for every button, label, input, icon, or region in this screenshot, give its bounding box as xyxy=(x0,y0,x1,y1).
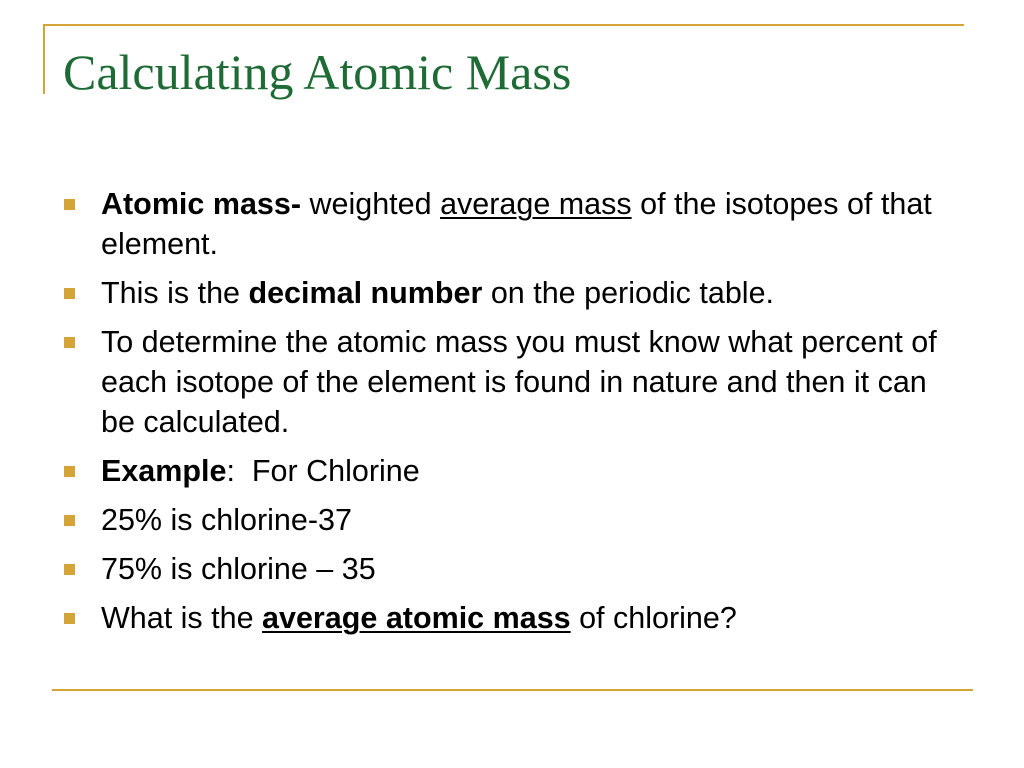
bullet-text: on the periodic table. xyxy=(482,276,775,310)
bullet-item-chlorine-35 xyxy=(64,549,964,589)
bullet-text: : For Chlorine xyxy=(226,454,420,488)
bullet-list xyxy=(64,184,964,647)
bullet-bold-text: Example xyxy=(101,454,227,488)
bullet-text: 25% is chlorine-37 xyxy=(101,503,352,537)
square-bullet-icon xyxy=(64,337,75,348)
square-bullet-icon xyxy=(64,466,75,477)
bullet-item-atomic-mass xyxy=(64,184,964,264)
square-bullet-icon xyxy=(64,564,75,575)
bullet-bold-text: decimal number xyxy=(248,276,483,310)
square-bullet-icon xyxy=(64,199,75,210)
bullet-term: Atomic mass- xyxy=(101,187,302,221)
square-bullet-icon xyxy=(64,613,75,624)
bullet-text: To determine the atomic mass you must know what percent of each isotope of the element is found in nature and then it can be calculated. xyxy=(101,325,937,439)
slide-title: Calculating Atomic Mass xyxy=(63,44,572,100)
footer-divider-line xyxy=(52,689,973,691)
bullet-text: This is the xyxy=(101,276,249,310)
bullet-text: 75% is chlorine – 35 xyxy=(101,552,376,586)
square-bullet-icon xyxy=(64,515,75,526)
title-frame-left-line xyxy=(43,24,45,94)
bullet-underlined-text: average mass xyxy=(440,187,632,221)
square-bullet-icon xyxy=(64,288,75,299)
bullet-text: What is the xyxy=(101,601,263,635)
bullet-item-question xyxy=(64,598,964,638)
bullet-item-determine xyxy=(64,322,964,442)
bullet-item-example xyxy=(64,451,964,491)
bullet-bold-underlined-text: average atomic mass xyxy=(262,601,571,635)
bullet-item-chlorine-37 xyxy=(64,500,964,540)
title-frame-top-line xyxy=(43,24,964,26)
bullet-text: of chlorine? xyxy=(570,601,737,635)
bullet-text: of the isotopes of that element. xyxy=(101,187,932,261)
bullet-text: weighted xyxy=(301,187,441,221)
bullet-item-decimal-number xyxy=(64,273,964,313)
